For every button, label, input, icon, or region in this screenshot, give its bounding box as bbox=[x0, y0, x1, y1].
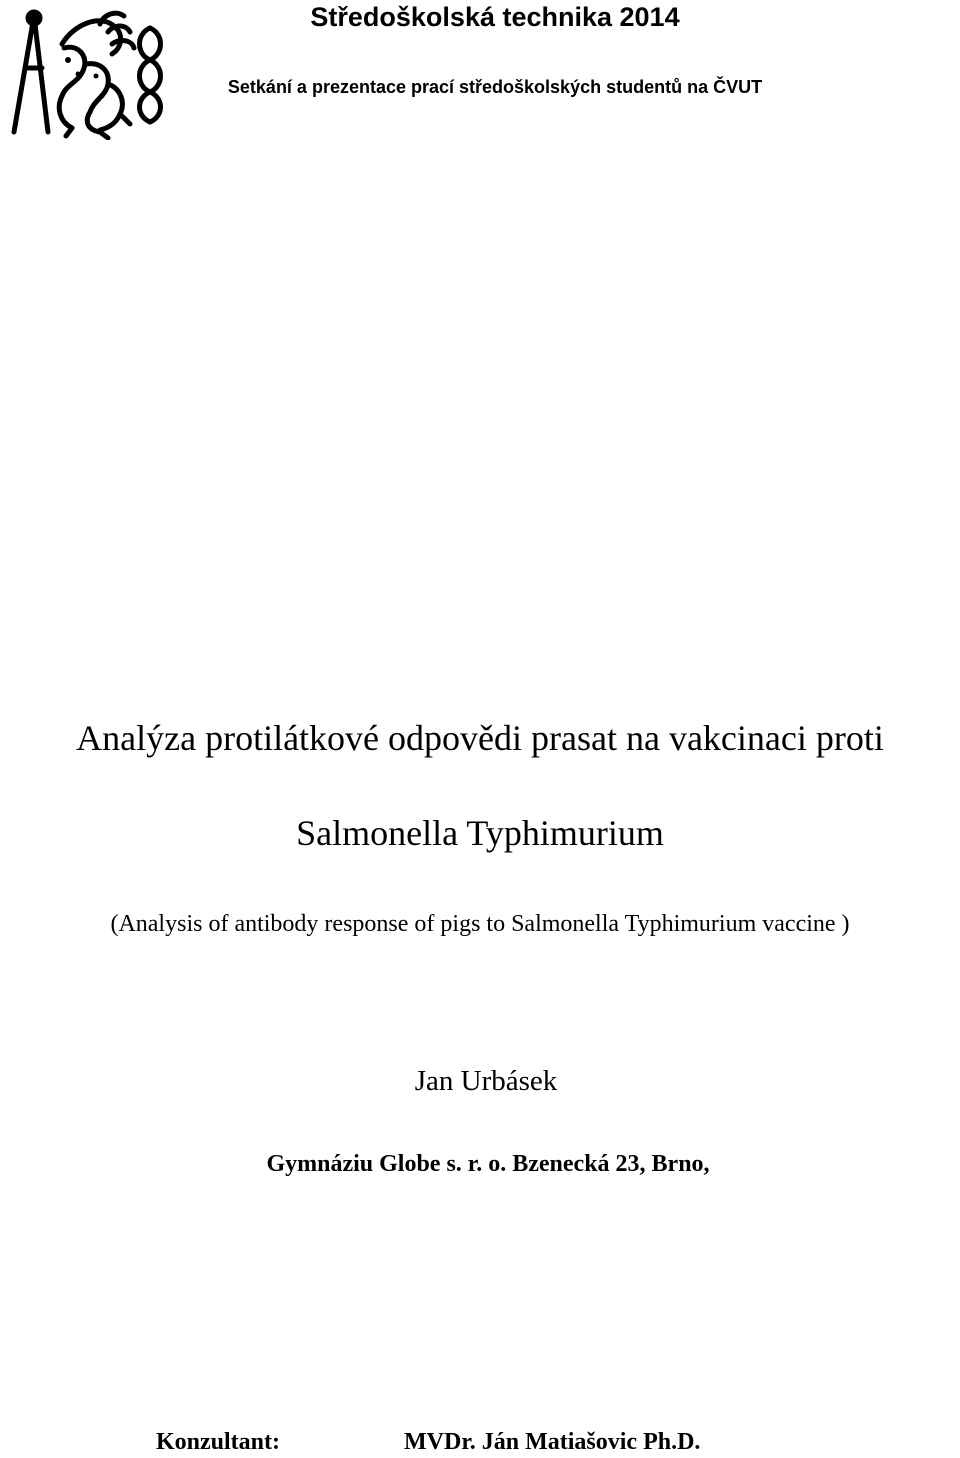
header-subtitle: Setkání a prezentace prací středoškolských studentů na ČVUT bbox=[227, 77, 763, 97]
cvut-lion-logo-icon bbox=[4, 4, 176, 140]
author-name: Jan Urbásek bbox=[414, 1065, 558, 1097]
document-title-line-1: Analýza protilátkové odpovědi prasat na vakcinaci proti bbox=[76, 718, 884, 758]
english-title: (Analysis of antibody response of pigs to Salmonella Typhimurium vaccine ) bbox=[110, 911, 850, 937]
consultant-label: Konzultant: bbox=[156, 1429, 281, 1455]
header-title: Středoškolská technika 2014 bbox=[310, 2, 680, 32]
document-title-line-2: Salmonella Typhimurium bbox=[296, 813, 664, 853]
consultant-name: MVDr. Ján Matiašovic Ph.D. bbox=[404, 1429, 701, 1455]
school-name: Gymnáziu Globe s. r. o. Bzenecká 23, Brno, bbox=[266, 1151, 710, 1177]
